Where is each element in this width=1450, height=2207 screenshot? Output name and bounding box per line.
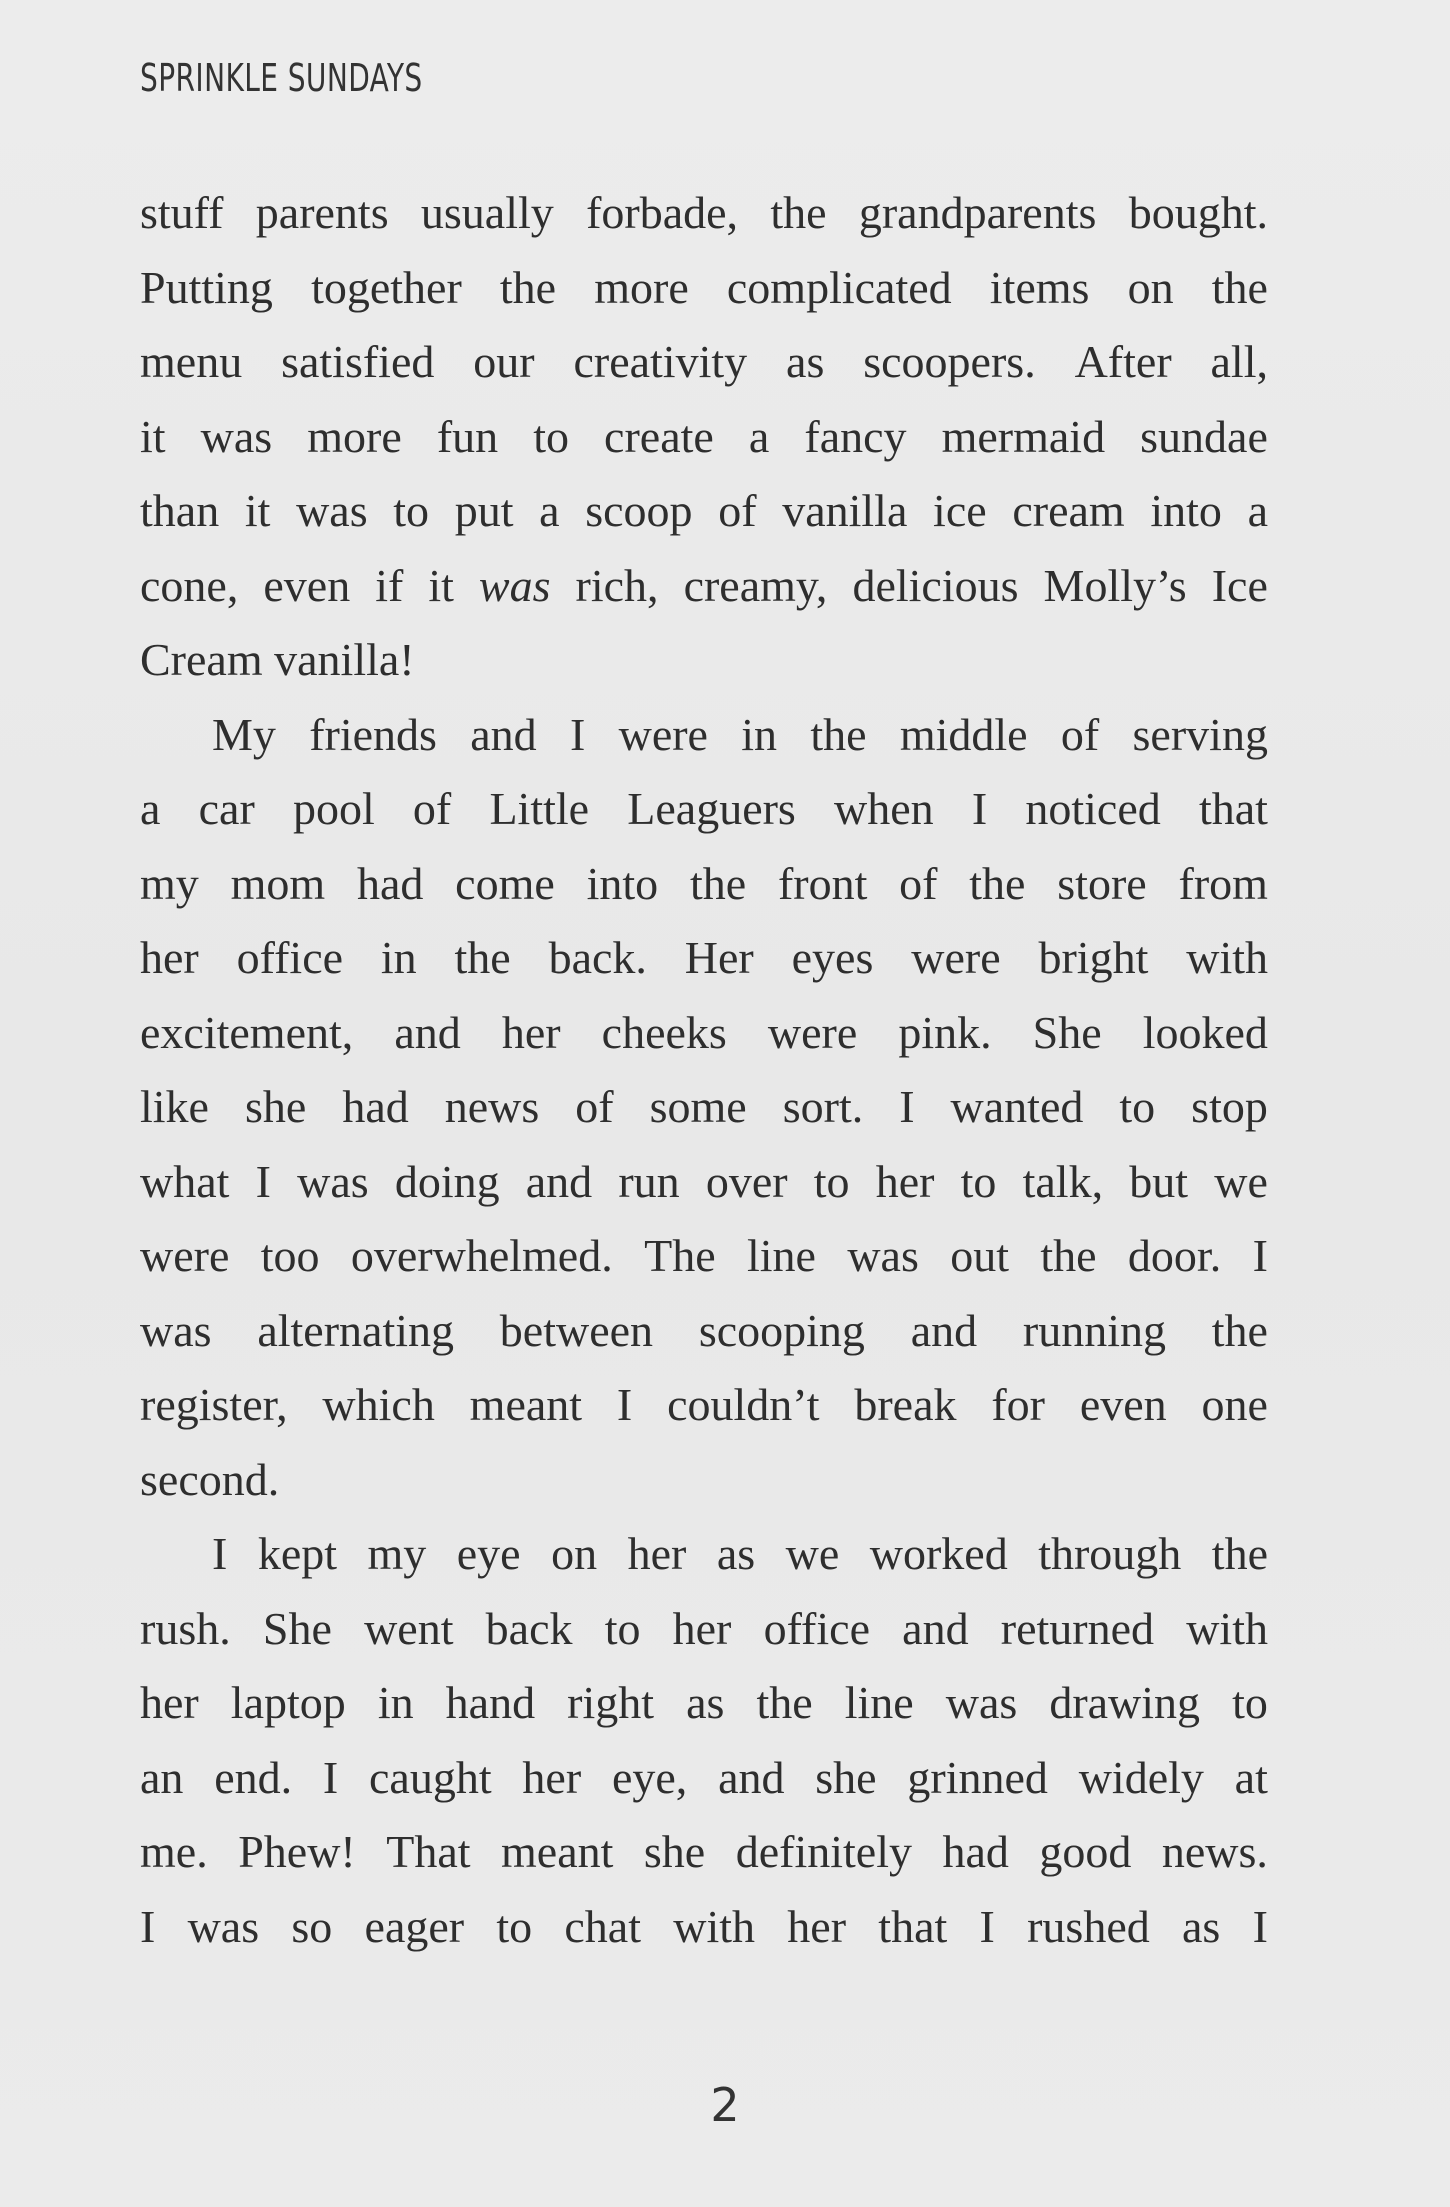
text-line <box>140 1443 1268 1518</box>
word: a <box>1247 485 1268 536</box>
word: over <box>705 1155 788 1207</box>
word: was <box>847 1230 919 1281</box>
word: vanilla! <box>274 634 415 685</box>
text-line <box>140 549 1268 624</box>
word: My <box>212 708 276 760</box>
word: bright <box>1038 932 1149 983</box>
word: doing <box>394 1155 500 1207</box>
word: eye, <box>611 1751 688 1803</box>
word: store <box>1057 857 1147 909</box>
word: of <box>412 783 452 834</box>
text-line <box>140 176 1268 251</box>
word: were <box>911 932 1001 983</box>
word: was <box>140 1304 212 1356</box>
word: more <box>594 261 689 313</box>
word: Phew! <box>238 1826 356 1877</box>
word: to <box>1119 1081 1156 1132</box>
word: middle <box>899 708 1028 760</box>
word: Little <box>489 783 590 834</box>
word: That <box>386 1826 471 1877</box>
word: a <box>539 485 560 536</box>
word: into <box>586 857 659 909</box>
word: run <box>618 1155 680 1207</box>
word: it <box>140 410 166 462</box>
word: After <box>1074 336 1172 387</box>
word: the <box>770 187 827 238</box>
text-line <box>140 623 1268 698</box>
word: her <box>875 1155 935 1207</box>
word: our <box>473 336 535 387</box>
word: rich, <box>575 559 659 611</box>
word: and <box>910 1304 978 1356</box>
word: I <box>899 1081 915 1132</box>
word: and <box>525 1155 593 1207</box>
word: news <box>444 1081 540 1132</box>
body-text <box>140 176 1268 1964</box>
word: alternating <box>257 1304 455 1356</box>
word: rushed <box>1027 1900 1150 1952</box>
word: pool <box>292 783 375 834</box>
word: even <box>263 559 351 611</box>
word: scoop <box>585 485 693 536</box>
word: it <box>244 485 271 536</box>
word: my <box>367 1528 427 1579</box>
word: noticed <box>1025 783 1161 834</box>
word: stuff <box>140 187 224 238</box>
word: mom <box>230 857 326 909</box>
word: into <box>1150 485 1222 536</box>
word: laptop <box>230 1677 346 1728</box>
word: was <box>297 1155 369 1207</box>
word: sundae <box>1140 410 1268 462</box>
word: were <box>140 1230 230 1281</box>
text-line <box>140 1070 1268 1145</box>
word: stop <box>1191 1081 1268 1132</box>
word: her <box>787 1900 847 1952</box>
word: meant <box>501 1826 614 1877</box>
word: meant <box>469 1379 583 1430</box>
word: to <box>960 1155 997 1207</box>
word: to <box>813 1155 850 1207</box>
word: it <box>428 559 454 611</box>
text-line <box>140 772 1268 847</box>
word: of <box>718 485 757 536</box>
word: her <box>501 1006 561 1058</box>
word: if <box>375 559 404 611</box>
word: we <box>1214 1155 1268 1207</box>
word: She <box>262 1602 332 1654</box>
word: to <box>533 410 569 462</box>
word: what <box>140 1155 230 1207</box>
word: to <box>1232 1677 1268 1728</box>
word: the <box>1211 1528 1268 1579</box>
word: with <box>1186 1602 1268 1654</box>
word: right <box>567 1677 655 1728</box>
word: good <box>1039 1826 1132 1877</box>
word: from <box>1178 857 1268 909</box>
word: The <box>644 1230 716 1281</box>
word: talk, <box>1022 1155 1104 1207</box>
word: forbade, <box>586 187 739 238</box>
word: as <box>686 1677 725 1728</box>
word: wanted <box>950 1081 1084 1132</box>
word: register, <box>140 1379 288 1430</box>
word: her <box>522 1751 582 1803</box>
word: news. <box>1161 1826 1268 1877</box>
word: than <box>140 485 220 536</box>
word: as <box>786 336 825 387</box>
word: I <box>616 1379 633 1430</box>
word: I <box>971 783 988 834</box>
word: had <box>342 1081 409 1132</box>
word: vanilla <box>782 485 908 536</box>
word: too <box>260 1230 320 1281</box>
word: were <box>767 1006 858 1058</box>
word: a <box>140 783 161 834</box>
word: put <box>454 485 514 536</box>
word: cheeks <box>601 1006 727 1058</box>
text-line <box>140 996 1268 1071</box>
word: the <box>1211 261 1268 313</box>
text-line <box>140 325 1268 400</box>
word: delicious <box>852 559 1019 611</box>
word: one <box>1201 1379 1268 1430</box>
word: the <box>810 708 867 760</box>
word: back. <box>548 932 647 983</box>
word: Ice <box>1211 559 1268 611</box>
word: when <box>834 783 934 834</box>
word: between <box>499 1304 654 1356</box>
word: complicated <box>726 261 952 313</box>
word: fancy <box>804 410 907 462</box>
word: was <box>296 485 368 536</box>
word: we <box>785 1528 840 1579</box>
word: cone, <box>140 559 239 611</box>
word: caught <box>369 1751 492 1803</box>
word: through <box>1038 1528 1182 1579</box>
word: chat <box>564 1900 642 1952</box>
word: I <box>140 1900 156 1952</box>
word: line <box>844 1677 914 1728</box>
word: running <box>1022 1304 1166 1356</box>
text-line <box>140 1517 1268 1592</box>
word: and <box>902 1602 969 1654</box>
word: car <box>198 783 255 834</box>
word: pink. <box>898 1006 992 1058</box>
word: usually <box>420 187 554 238</box>
word: sort. <box>782 1081 864 1132</box>
word: of <box>899 857 938 909</box>
word: in <box>377 1677 414 1728</box>
word: she <box>643 1826 706 1877</box>
word: break <box>854 1379 957 1430</box>
word: scoopers. <box>863 336 1036 387</box>
word: an <box>140 1751 184 1803</box>
word: the <box>1211 1304 1268 1356</box>
word: which <box>322 1379 435 1430</box>
word: office <box>763 1602 870 1654</box>
word: second. <box>140 1453 280 1505</box>
text-line <box>140 1666 1268 1741</box>
word: my <box>140 857 199 909</box>
word: overwhelmed. <box>350 1230 613 1281</box>
word: items <box>989 261 1090 313</box>
word: to <box>604 1602 641 1654</box>
text-line <box>140 1890 1268 1965</box>
word: creamy, <box>683 559 828 611</box>
word: was <box>200 410 273 462</box>
word: and <box>470 708 537 760</box>
text-line <box>140 1815 1268 1890</box>
word: fun <box>436 410 499 462</box>
word: she <box>244 1081 307 1132</box>
word: I <box>1252 1900 1268 1952</box>
word: definitely <box>735 1826 912 1877</box>
word: all, <box>1210 336 1268 387</box>
word: to <box>393 485 430 536</box>
word: parents <box>255 187 389 238</box>
word: with <box>1186 932 1268 983</box>
running-title: SPRINKLE SUNDAYS <box>140 56 423 100</box>
text-line <box>140 1592 1268 1667</box>
text-line <box>140 1145 1268 1220</box>
word: her <box>140 1677 199 1728</box>
word: Cream <box>140 634 275 685</box>
word: were <box>618 708 708 760</box>
word: come <box>455 857 555 909</box>
word: front <box>777 857 868 909</box>
word: eager <box>364 1900 465 1952</box>
word: end. <box>214 1751 293 1803</box>
text-line <box>140 1741 1268 1816</box>
word: hand <box>445 1677 536 1728</box>
word: Putting <box>140 261 273 313</box>
text-line <box>140 921 1268 996</box>
word: creativity <box>573 336 748 387</box>
word: I <box>569 708 586 760</box>
word: me. <box>140 1826 208 1877</box>
word: with <box>673 1900 756 1952</box>
word: of <box>1060 708 1100 760</box>
word: grinned <box>907 1751 1048 1803</box>
word: friends <box>309 708 437 760</box>
word: cream <box>1012 485 1125 536</box>
word: eye <box>456 1528 521 1579</box>
word: as <box>716 1528 756 1579</box>
word: even <box>1079 1379 1167 1430</box>
word: rush. <box>140 1602 231 1654</box>
word: for <box>991 1379 1045 1430</box>
word: her <box>627 1528 687 1579</box>
text-line <box>140 847 1268 922</box>
word: that <box>878 1900 948 1952</box>
word: had <box>942 1826 1009 1877</box>
word: office <box>236 932 344 983</box>
word: on <box>1127 261 1174 313</box>
word: was <box>945 1677 1018 1728</box>
word: was <box>478 559 551 611</box>
word: of <box>575 1081 614 1132</box>
text-line <box>140 698 1268 773</box>
word: drawing <box>1049 1677 1201 1728</box>
word: and <box>718 1751 785 1803</box>
word: menu <box>140 336 243 387</box>
word: but <box>1129 1155 1189 1207</box>
word: to <box>496 1900 533 1952</box>
word: bought. <box>1128 187 1268 238</box>
word: some <box>649 1081 747 1132</box>
word: out <box>950 1230 1009 1281</box>
word: the <box>969 857 1026 909</box>
word: had <box>356 857 424 909</box>
word: I <box>322 1751 339 1803</box>
word: She <box>1032 1006 1102 1058</box>
word: create <box>604 410 714 462</box>
word: kept <box>257 1528 338 1579</box>
word: grandparents <box>858 187 1097 238</box>
word: ice <box>933 485 987 536</box>
word: Her <box>684 932 754 983</box>
word: scooping <box>698 1304 865 1356</box>
word: line <box>746 1230 816 1281</box>
word: on <box>551 1528 598 1579</box>
word: couldn’t <box>667 1379 820 1430</box>
word: her <box>140 932 199 983</box>
word: I <box>1252 1230 1268 1281</box>
word: excitement, <box>140 1006 354 1058</box>
word: a <box>748 410 770 462</box>
word: as <box>1182 1900 1221 1952</box>
word: satisfied <box>281 336 435 387</box>
word: the <box>756 1677 813 1728</box>
text-line <box>140 1368 1268 1443</box>
page-number: 2 <box>710 2078 740 2132</box>
word: in <box>741 708 778 760</box>
word: mermaid <box>941 410 1106 462</box>
word: the <box>499 261 557 313</box>
word: in <box>380 932 417 983</box>
word: looked <box>1142 1006 1268 1058</box>
text-line <box>140 474 1268 549</box>
word: worked <box>869 1528 1008 1579</box>
word: back <box>485 1602 573 1654</box>
word: was <box>187 1900 260 1952</box>
word: together <box>311 261 462 313</box>
word: so <box>291 1900 333 1952</box>
word: the <box>689 857 747 909</box>
word: I <box>212 1528 228 1579</box>
text-line <box>140 1294 1268 1369</box>
word: and <box>394 1006 461 1058</box>
word: like <box>140 1081 209 1132</box>
word: she <box>815 1751 877 1803</box>
word: the <box>1040 1230 1097 1281</box>
word: eyes <box>791 932 874 983</box>
word: more <box>307 410 402 462</box>
word: door. <box>1127 1230 1222 1281</box>
word: widely <box>1078 1751 1204 1803</box>
word: returned <box>1000 1602 1155 1654</box>
word: that <box>1198 783 1268 834</box>
word: the <box>454 932 511 983</box>
word: serving <box>1132 708 1268 760</box>
text-line <box>140 251 1268 326</box>
word: went <box>364 1602 454 1654</box>
word: Molly’s <box>1043 559 1187 611</box>
word: at <box>1234 1751 1268 1803</box>
text-line <box>140 400 1268 475</box>
text-line <box>140 1219 1268 1294</box>
word: her <box>672 1602 732 1654</box>
word: I <box>979 1900 995 1952</box>
word: Leaguers <box>627 783 796 834</box>
word: I <box>255 1155 271 1207</box>
